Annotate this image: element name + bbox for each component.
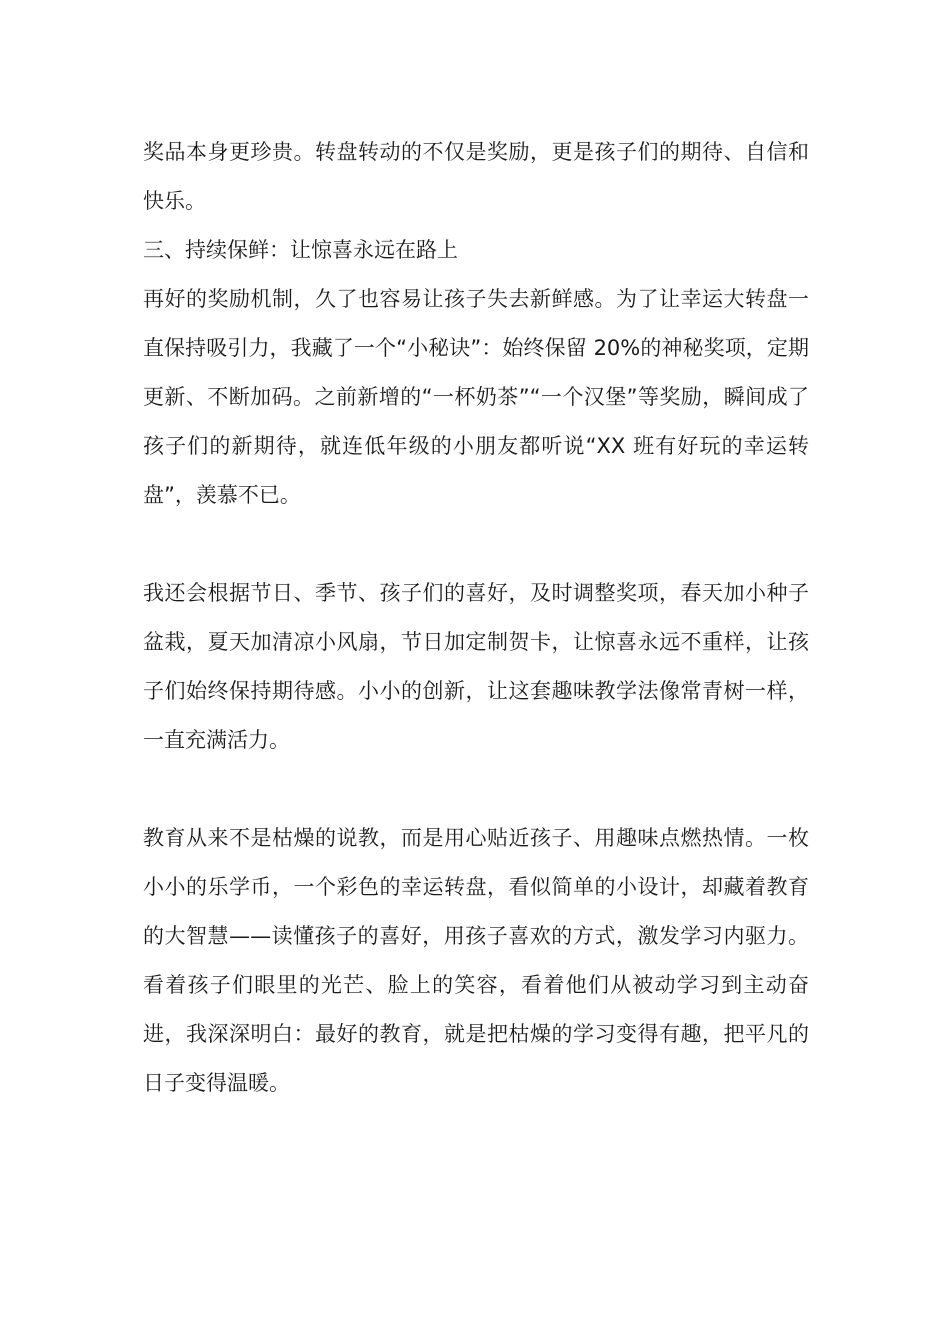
paragraph-seasonal-prizes: 我还会根据节日、季节、孩子们的喜好，及时调整奖项，春天加小种子盆栽，夏天加清凉小风扇，节日加定制贺卡，让惊喜永远不重样，让孩子们始终保持期待感。小小的创新，让这套趣味教学法像常青树一样，一直充满活力。 [143, 581, 809, 752]
paragraph-conclusion: 教育从来不是枯燥的说教，而是用心贴近孩子、用趣味点燃热情。一枚小小的乐学币，一个彩色的幸运转盘，看似简单的小设计，却藏着教育的大智慧——读懂孩子的喜好，用孩子喜欢的方式，激发学习内驱力。看着孩子们眼里的光芒、脸上的笑容，看着他们从被动学习到主动奋进，我深深明白：最好的教育，就是把枯燥的学习变得有趣，把平凡的日子变得温暖。 [143, 826, 809, 1095]
paragraph-prize-value: 奖品本身更珍贵。转盘转动的不仅是奖励，更是孩子们的期待、自信和快乐。 [143, 140, 809, 213]
document-body [143, 128, 809, 1108]
section-heading: 三、持续保鲜：让惊喜永远在路上 [143, 238, 458, 262]
paragraph-mystery-prizes: 再好的奖励机制，久了也容易让孩子失去新鲜感。为了让幸运大转盘一直保持吸引力，我藏了一个“小秘诀”：始终保留 20%的神秘奖项，定期更新、不断加码。之前新增的“一杯奶茶”“一个汉堡”等奖励，瞬间成了孩子们的新期待，就连低年级的小朋友都听说“XX 班有好玩的幸运转盘”，羡慕不已。 [143, 287, 809, 507]
